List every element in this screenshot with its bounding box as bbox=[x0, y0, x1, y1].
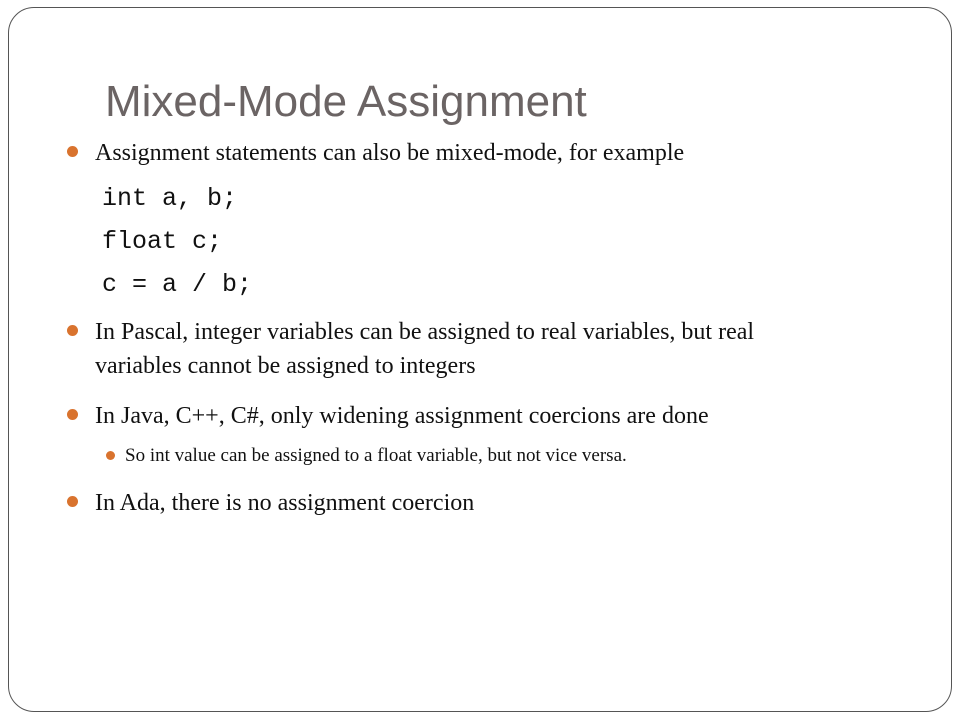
code-line: float c; bbox=[102, 227, 223, 256]
sub-bullet-text: So int value can be assigned to a float variable, but not vice versa. bbox=[125, 445, 627, 466]
bullet-text: Assignment statements can also be mixed-mode, for example bbox=[95, 140, 685, 166]
code-line: c = a / b; bbox=[102, 270, 253, 299]
code-line: int a, b; bbox=[102, 184, 238, 213]
bullet-dot bbox=[67, 146, 78, 157]
bullet-dot bbox=[67, 325, 78, 336]
slide-title: Mixed-Mode Assignment bbox=[105, 77, 587, 126]
bullet-text: In Java, C++, C#, only widening assignment coercions are done bbox=[95, 403, 709, 429]
bullet-dot bbox=[67, 496, 78, 507]
bullet-text: In Ada, there is no assignment coercion bbox=[95, 490, 475, 516]
bullet-dot bbox=[67, 409, 78, 420]
sub-bullet-dot bbox=[106, 451, 115, 460]
bullet-text: In Pascal, integer variables can be assigned to real variables, but real variables cannot be assigned to integers bbox=[95, 319, 755, 379]
